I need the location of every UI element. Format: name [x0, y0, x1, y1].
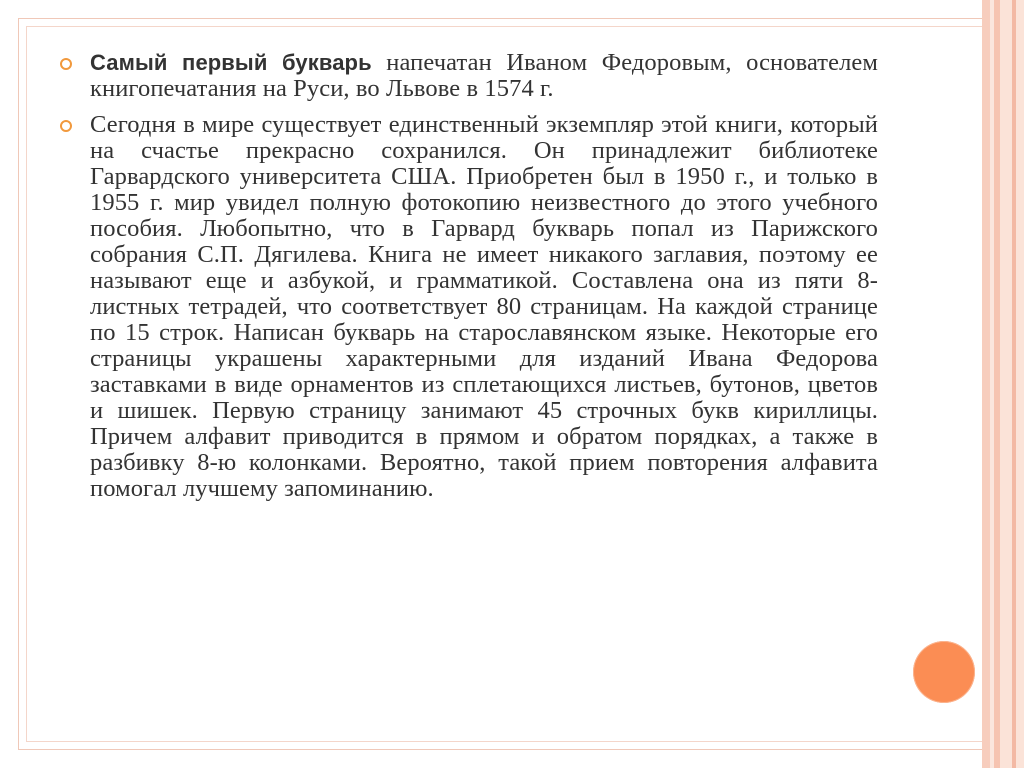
decorative-stripe [982, 0, 990, 768]
bullet-ring-icon [60, 120, 72, 132]
bullet-bold-lead: Самый первый букварь [90, 50, 372, 75]
bullet-body: напечатан Иваном Федоровым, основателем книгопечатания на Руси, во Львове в 1574 г. [90, 49, 878, 102]
bullet-item-2 [58, 112, 878, 502]
bullet-item-1 [58, 50, 878, 102]
bullet-text [90, 112, 878, 502]
slide-content [58, 50, 878, 512]
bullet-text [90, 50, 878, 102]
decorative-circle [913, 641, 975, 703]
bullet-body: Сегодня в мире существует единственный экземпляр этой книги, который на счастье прекрасно сохранился. Он принадлежит библиотеке Гарвардского университета США. Приобретен был в 1950 г., и только в 1955 г. мир увидел полную фотокопию неизвестного до этого учебного пособия. Любопытно, что в Гарвард букварь попал из Парижского собрания С.П. Дягилева. Книга не имеет никакого заглавия, поэтому ее называют еще и азбукой, и грамматикой. Составлена она из пяти 8-листных тетрадей, что соответствует 80 страницам. На каждой странице по 15 строк. Написан букварь на старославянском языке. Некоторые его страницы украшены характерными для изданий Ивана Федорова заставками в виде орнаментов из сплетающихся листьев, бутонов, цветов и шишек. Первую страницу занимают 45 строчных букв кириллицы. Причем алфавит приводится в прямом и обратом порядках, а также в разбивку 8-ю колонками. Вероятно, такой прием повторения алфавита помогал лучшему запоминанию. [90, 111, 878, 502]
decorative-stripe [1012, 0, 1016, 768]
bullet-ring-icon [60, 58, 72, 70]
